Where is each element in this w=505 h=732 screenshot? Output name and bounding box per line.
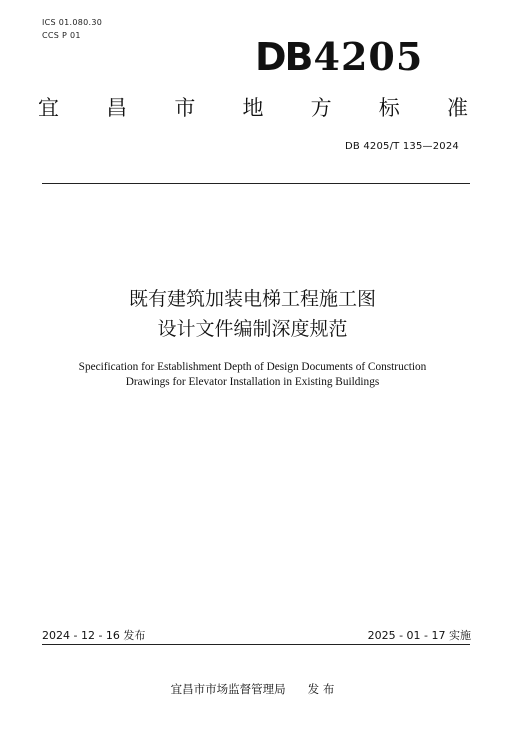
chinese-title-line-2: 设计文件编制深度规范 (157, 318, 348, 340)
top-divider (42, 183, 470, 184)
standard-type-heading (38, 92, 468, 122)
issue-date: 2024 - 12 - 16 发布 (42, 629, 146, 642)
db-prefix: DB (255, 35, 312, 79)
standard-type-char: 方 (310, 96, 332, 120)
english-title-line-2: Drawings for Elevator Installation in Existing Buildings (125, 376, 380, 388)
chinese-title (0, 284, 505, 344)
standard-type-char: 地 (242, 96, 264, 120)
standard-number: DB 4205/T 135—2024 (345, 141, 459, 152)
standard-type-char: 宜 (38, 96, 59, 120)
ccs-code: CCS P 01 (42, 31, 81, 40)
db-logo-code (255, 34, 424, 79)
ics-code: ICS 01.080.30 (42, 18, 103, 27)
standard-type-char: 标 (378, 96, 400, 120)
bottom-divider (42, 644, 470, 645)
chinese-title-line-1: 既有建筑加装电梯工程施工图 (128, 288, 376, 310)
issuer-name: 宜昌市市场监督管理局 (170, 682, 286, 696)
english-title-line-1: Specification for Establishment Depth of Design Documents of Construction (78, 361, 427, 373)
implementation-date: 2025 - 01 - 17 实施 (367, 629, 471, 642)
issuer-line (0, 681, 505, 697)
standard-type-char: 昌 (106, 96, 128, 120)
standard-type-char: 市 (174, 96, 196, 120)
issuer-action: 发 布 (307, 682, 335, 696)
db-number: 4205 (313, 34, 424, 79)
english-title (0, 360, 505, 390)
standard-type-char: 准 (446, 96, 468, 120)
